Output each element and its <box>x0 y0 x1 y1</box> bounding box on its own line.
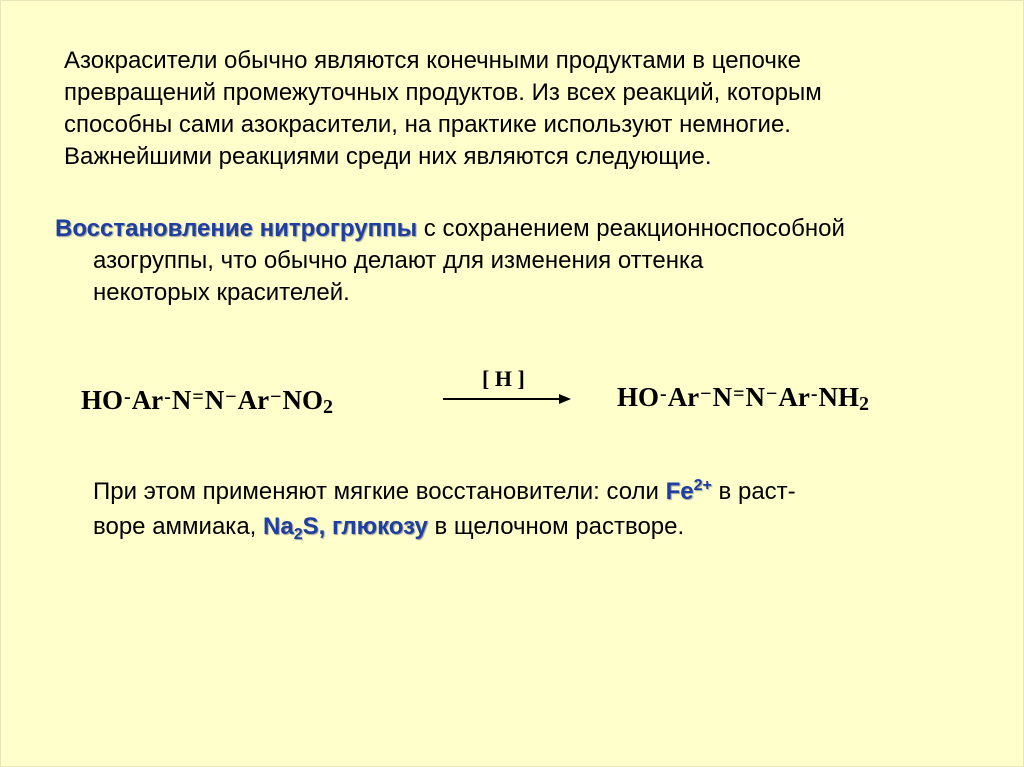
reagent-fe <box>666 478 712 505</box>
reagent-na-index: 2 <box>293 526 303 543</box>
reagent-fe-charge: 2+ <box>693 477 712 494</box>
intro-line-2: превращений промежуточных продуктов. Из всех реакций, которым <box>64 79 822 106</box>
intro-line-3: способны сами азокрасители, на практике используют немногие. <box>64 111 791 138</box>
product-bond-1: - <box>660 383 667 405</box>
reactant-ar-1: Ar <box>131 385 164 415</box>
reactant-ho: HO <box>81 385 124 415</box>
product-bond-4: - <box>810 383 818 405</box>
product-n-1: N <box>712 382 733 412</box>
reactant-n-2: N <box>204 385 225 415</box>
reagent-na-symbol: Na <box>263 513 294 540</box>
reactant-n-1: N <box>171 385 192 415</box>
intro-paragraph <box>64 45 984 173</box>
reagents-text-2: в раст- <box>711 478 796 505</box>
reagents-line-2 <box>93 511 973 546</box>
reactant-formula <box>81 385 333 418</box>
product-bond-2: − <box>700 383 712 405</box>
product-formula <box>617 382 869 415</box>
reactant-bond-4: − <box>270 386 282 408</box>
product-bond-3: − <box>765 383 778 405</box>
reactant-bond-3: − <box>225 386 237 408</box>
reagent-s-glucose: S, глюкозу <box>302 513 428 540</box>
reduction-line-3: некоторых красителей. <box>93 279 350 306</box>
product-ar-1: Ar <box>667 382 700 412</box>
reagents-text-4: в щелочном растворе. <box>427 513 685 540</box>
reactant-group: NO <box>282 385 324 415</box>
product-group-subscript: 2 <box>859 393 870 415</box>
product-ar-2: Ar <box>778 382 810 412</box>
intro-line-1: Азокрасители обычно являются конечными продуктами в цепочке <box>64 47 801 74</box>
reactant-bond-2: - <box>164 386 171 408</box>
reduction-line-2: азогруппы, что обычно делают для изменения оттенка <box>93 247 704 274</box>
reagents-text-3: воре аммиака, <box>93 513 264 540</box>
reduction-line-1 <box>55 213 985 245</box>
reactant-group-subscript: 2 <box>323 396 334 418</box>
reagents-paragraph <box>93 476 973 546</box>
reactant-bond-1: - <box>124 386 131 408</box>
reactant-double-bond: = <box>192 386 204 408</box>
reaction-condition: [ H ] <box>482 366 525 391</box>
reagent-na2s-glucose <box>263 513 428 543</box>
intro-line-4: Важнейшими реакциями среди них являются следующие. <box>64 143 712 170</box>
reactant-ar-2: Ar <box>237 385 270 415</box>
reduction-term: Восстановление нитрогруппы <box>55 215 418 242</box>
product-group: NH <box>818 382 860 412</box>
reagent-fe-symbol: Fe <box>665 478 694 505</box>
reaction-arrow-icon <box>443 391 573 407</box>
product-n-2: N <box>745 382 765 412</box>
product-ho: HO <box>617 382 660 412</box>
reagents-text-1: При этом применяют мягкие восстановители: соли <box>93 478 666 505</box>
reagents-line-1 <box>93 476 973 511</box>
reduction-line-1-rest: с сохранением реакционноспособной <box>417 215 845 242</box>
product-double-bond: = <box>733 383 745 405</box>
reduction-paragraph <box>55 213 985 309</box>
